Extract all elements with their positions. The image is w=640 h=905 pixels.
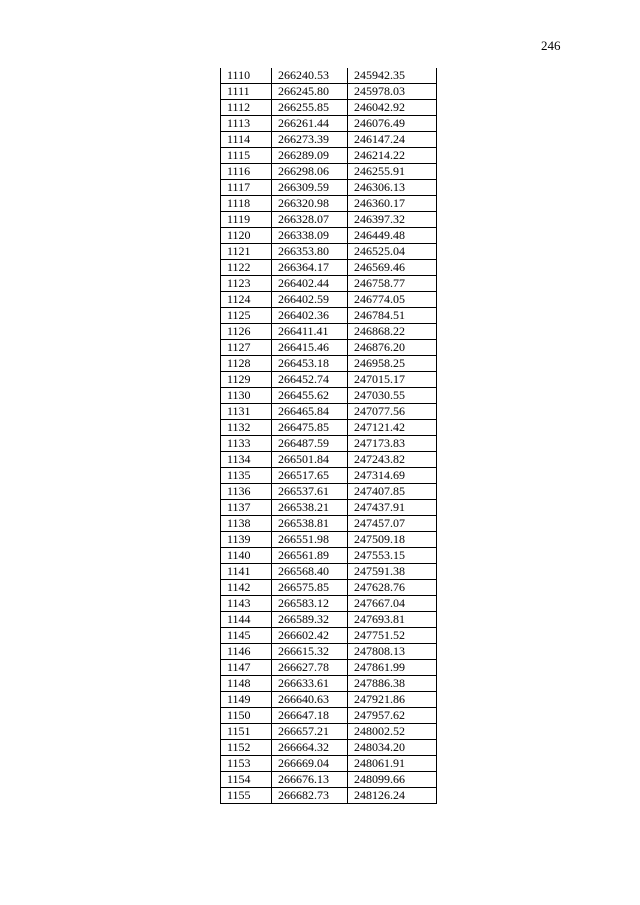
x-coordinate-cell: 266583.12: [272, 596, 348, 612]
point-number-cell: 1117: [221, 180, 272, 196]
table-row: [221, 116, 437, 132]
y-coordinate-cell: 246774.05: [348, 292, 437, 308]
table-row: [221, 196, 437, 212]
x-coordinate-cell: 266568.40: [272, 564, 348, 580]
x-coordinate-cell: 266669.04: [272, 756, 348, 772]
table-row: [221, 724, 437, 740]
point-number-cell: 1125: [221, 308, 272, 324]
point-number-cell: 1130: [221, 388, 272, 404]
y-coordinate-cell: 247077.56: [348, 404, 437, 420]
x-coordinate-cell: 266657.21: [272, 724, 348, 740]
x-coordinate-cell: 266682.73: [272, 788, 348, 804]
x-coordinate-cell: 266245.80: [272, 84, 348, 100]
y-coordinate-cell: 247243.82: [348, 452, 437, 468]
table-row: [221, 372, 437, 388]
table-row: [221, 180, 437, 196]
table-row: [221, 788, 437, 804]
point-number-cell: 1128: [221, 356, 272, 372]
y-coordinate-cell: 247030.55: [348, 388, 437, 404]
point-number-cell: 1142: [221, 580, 272, 596]
point-number-cell: 1115: [221, 148, 272, 164]
table-row: [221, 692, 437, 708]
table-row: [221, 244, 437, 260]
coordinate-table: [220, 68, 437, 804]
y-coordinate-cell: 247957.62: [348, 708, 437, 724]
y-coordinate-cell: 246076.49: [348, 116, 437, 132]
y-coordinate-cell: 247553.15: [348, 548, 437, 564]
y-coordinate-cell: 248126.24: [348, 788, 437, 804]
y-coordinate-cell: 247591.38: [348, 564, 437, 580]
x-coordinate-cell: 266415.46: [272, 340, 348, 356]
point-number-cell: 1116: [221, 164, 272, 180]
table-row: [221, 132, 437, 148]
y-coordinate-cell: 246525.04: [348, 244, 437, 260]
table-row: [221, 404, 437, 420]
y-coordinate-cell: 246397.32: [348, 212, 437, 228]
y-coordinate-cell: 247808.13: [348, 644, 437, 660]
table-row: [221, 100, 437, 116]
x-coordinate-cell: 266402.36: [272, 308, 348, 324]
table-row: [221, 532, 437, 548]
table-row: [221, 468, 437, 484]
y-coordinate-cell: 248002.52: [348, 724, 437, 740]
table-row: [221, 212, 437, 228]
point-number-cell: 1137: [221, 500, 272, 516]
table-row: [221, 660, 437, 676]
table-row: [221, 516, 437, 532]
x-coordinate-cell: 266452.74: [272, 372, 348, 388]
x-coordinate-cell: 266517.65: [272, 468, 348, 484]
y-coordinate-cell: 246360.17: [348, 196, 437, 212]
table-row: [221, 420, 437, 436]
y-coordinate-cell: 247886.38: [348, 676, 437, 692]
table-row: [221, 324, 437, 340]
y-coordinate-cell: 246958.25: [348, 356, 437, 372]
point-number-cell: 1144: [221, 612, 272, 628]
table-row: [221, 260, 437, 276]
point-number-cell: 1149: [221, 692, 272, 708]
point-number-cell: 1138: [221, 516, 272, 532]
point-number-cell: 1126: [221, 324, 272, 340]
x-coordinate-cell: 266309.59: [272, 180, 348, 196]
table-row: [221, 564, 437, 580]
table-row: [221, 308, 437, 324]
x-coordinate-cell: 266575.85: [272, 580, 348, 596]
table-row: [221, 436, 437, 452]
x-coordinate-cell: 266538.81: [272, 516, 348, 532]
x-coordinate-cell: 266647.18: [272, 708, 348, 724]
table-row: [221, 84, 437, 100]
table-row: [221, 148, 437, 164]
table-row: [221, 388, 437, 404]
point-number-cell: 1118: [221, 196, 272, 212]
y-coordinate-cell: 247861.99: [348, 660, 437, 676]
point-number-cell: 1112: [221, 100, 272, 116]
table-row: [221, 644, 437, 660]
x-coordinate-cell: 266561.89: [272, 548, 348, 564]
table-row: [221, 164, 437, 180]
y-coordinate-cell: 248034.20: [348, 740, 437, 756]
point-number-cell: 1140: [221, 548, 272, 564]
table-row: [221, 596, 437, 612]
x-coordinate-cell: 266298.06: [272, 164, 348, 180]
y-coordinate-cell: 246784.51: [348, 308, 437, 324]
y-coordinate-cell: 246255.91: [348, 164, 437, 180]
x-coordinate-cell: 266328.07: [272, 212, 348, 228]
table-row: [221, 676, 437, 692]
x-coordinate-cell: 266455.62: [272, 388, 348, 404]
x-coordinate-cell: 266633.61: [272, 676, 348, 692]
x-coordinate-cell: 266261.44: [272, 116, 348, 132]
y-coordinate-cell: 248099.66: [348, 772, 437, 788]
x-coordinate-cell: 266589.32: [272, 612, 348, 628]
y-coordinate-cell: 246449.48: [348, 228, 437, 244]
point-number-cell: 1127: [221, 340, 272, 356]
y-coordinate-cell: 247015.17: [348, 372, 437, 388]
x-coordinate-cell: 266538.21: [272, 500, 348, 516]
y-coordinate-cell: 245978.03: [348, 84, 437, 100]
x-coordinate-cell: 266627.78: [272, 660, 348, 676]
y-coordinate-cell: 247628.76: [348, 580, 437, 596]
y-coordinate-cell: 248061.91: [348, 756, 437, 772]
point-number-cell: 1111: [221, 84, 272, 100]
x-coordinate-cell: 266615.32: [272, 644, 348, 660]
y-coordinate-cell: 247667.04: [348, 596, 437, 612]
point-number-cell: 1133: [221, 436, 272, 452]
point-number-cell: 1146: [221, 644, 272, 660]
y-coordinate-cell: 247457.07: [348, 516, 437, 532]
y-coordinate-cell: 247407.85: [348, 484, 437, 500]
y-coordinate-cell: 247121.42: [348, 420, 437, 436]
table-row: [221, 484, 437, 500]
x-coordinate-cell: 266537.61: [272, 484, 348, 500]
table-row: [221, 292, 437, 308]
table-row: [221, 68, 437, 84]
point-number-cell: 1119: [221, 212, 272, 228]
point-number-cell: 1134: [221, 452, 272, 468]
y-coordinate-cell: 246042.92: [348, 100, 437, 116]
point-number-cell: 1151: [221, 724, 272, 740]
point-number-cell: 1120: [221, 228, 272, 244]
point-number-cell: 1129: [221, 372, 272, 388]
table-row: [221, 356, 437, 372]
page-number: 246: [541, 38, 561, 53]
table-row: [221, 340, 437, 356]
table-row: [221, 228, 437, 244]
x-coordinate-cell: 266664.32: [272, 740, 348, 756]
x-coordinate-cell: 266465.84: [272, 404, 348, 420]
table-row: [221, 580, 437, 596]
x-coordinate-cell: 266551.98: [272, 532, 348, 548]
point-number-cell: 1136: [221, 484, 272, 500]
point-number-cell: 1121: [221, 244, 272, 260]
y-coordinate-cell: 247314.69: [348, 468, 437, 484]
x-coordinate-cell: 266289.09: [272, 148, 348, 164]
x-coordinate-cell: 266338.09: [272, 228, 348, 244]
y-coordinate-cell: 246758.77: [348, 276, 437, 292]
y-coordinate-cell: 247437.91: [348, 500, 437, 516]
point-number-cell: 1141: [221, 564, 272, 580]
y-coordinate-cell: 247751.52: [348, 628, 437, 644]
table-row: [221, 612, 437, 628]
x-coordinate-cell: 266364.17: [272, 260, 348, 276]
y-coordinate-cell: 247921.86: [348, 692, 437, 708]
y-coordinate-cell: 246147.24: [348, 132, 437, 148]
x-coordinate-cell: 266353.80: [272, 244, 348, 260]
point-number-cell: 1139: [221, 532, 272, 548]
table-row: [221, 548, 437, 564]
table-row: [221, 500, 437, 516]
x-coordinate-cell: 266501.84: [272, 452, 348, 468]
x-coordinate-cell: 266411.41: [272, 324, 348, 340]
y-coordinate-cell: 246868.22: [348, 324, 437, 340]
table-row: [221, 276, 437, 292]
y-coordinate-cell: 247509.18: [348, 532, 437, 548]
point-number-cell: 1114: [221, 132, 272, 148]
y-coordinate-cell: 247693.81: [348, 612, 437, 628]
point-number-cell: 1113: [221, 116, 272, 132]
table-row: [221, 772, 437, 788]
x-coordinate-cell: 266320.98: [272, 196, 348, 212]
point-number-cell: 1131: [221, 404, 272, 420]
x-coordinate-cell: 266453.18: [272, 356, 348, 372]
point-number-cell: 1123: [221, 276, 272, 292]
x-coordinate-cell: 266240.53: [272, 68, 348, 84]
y-coordinate-cell: 246569.46: [348, 260, 437, 276]
table-row: [221, 756, 437, 772]
point-number-cell: 1147: [221, 660, 272, 676]
point-number-cell: 1150: [221, 708, 272, 724]
table-row: [221, 708, 437, 724]
point-number-cell: 1132: [221, 420, 272, 436]
point-number-cell: 1145: [221, 628, 272, 644]
point-number-cell: 1135: [221, 468, 272, 484]
x-coordinate-cell: 266402.44: [272, 276, 348, 292]
point-number-cell: 1110: [221, 68, 272, 84]
x-coordinate-cell: 266273.39: [272, 132, 348, 148]
point-number-cell: 1154: [221, 772, 272, 788]
x-coordinate-cell: 266676.13: [272, 772, 348, 788]
y-coordinate-cell: 246876.20: [348, 340, 437, 356]
x-coordinate-cell: 266402.59: [272, 292, 348, 308]
x-coordinate-cell: 266255.85: [272, 100, 348, 116]
y-coordinate-cell: 246214.22: [348, 148, 437, 164]
point-number-cell: 1148: [221, 676, 272, 692]
point-number-cell: 1143: [221, 596, 272, 612]
point-number-cell: 1122: [221, 260, 272, 276]
y-coordinate-cell: 247173.83: [348, 436, 437, 452]
x-coordinate-cell: 266602.42: [272, 628, 348, 644]
point-number-cell: 1155: [221, 788, 272, 804]
point-number-cell: 1152: [221, 740, 272, 756]
point-number-cell: 1124: [221, 292, 272, 308]
table-row: [221, 628, 437, 644]
y-coordinate-cell: 246306.13: [348, 180, 437, 196]
table-row: [221, 740, 437, 756]
x-coordinate-cell: 266475.85: [272, 420, 348, 436]
y-coordinate-cell: 245942.35: [348, 68, 437, 84]
table-row: [221, 452, 437, 468]
point-number-cell: 1153: [221, 756, 272, 772]
x-coordinate-cell: 266487.59: [272, 436, 348, 452]
x-coordinate-cell: 266640.63: [272, 692, 348, 708]
coordinate-table-body: [221, 68, 437, 804]
